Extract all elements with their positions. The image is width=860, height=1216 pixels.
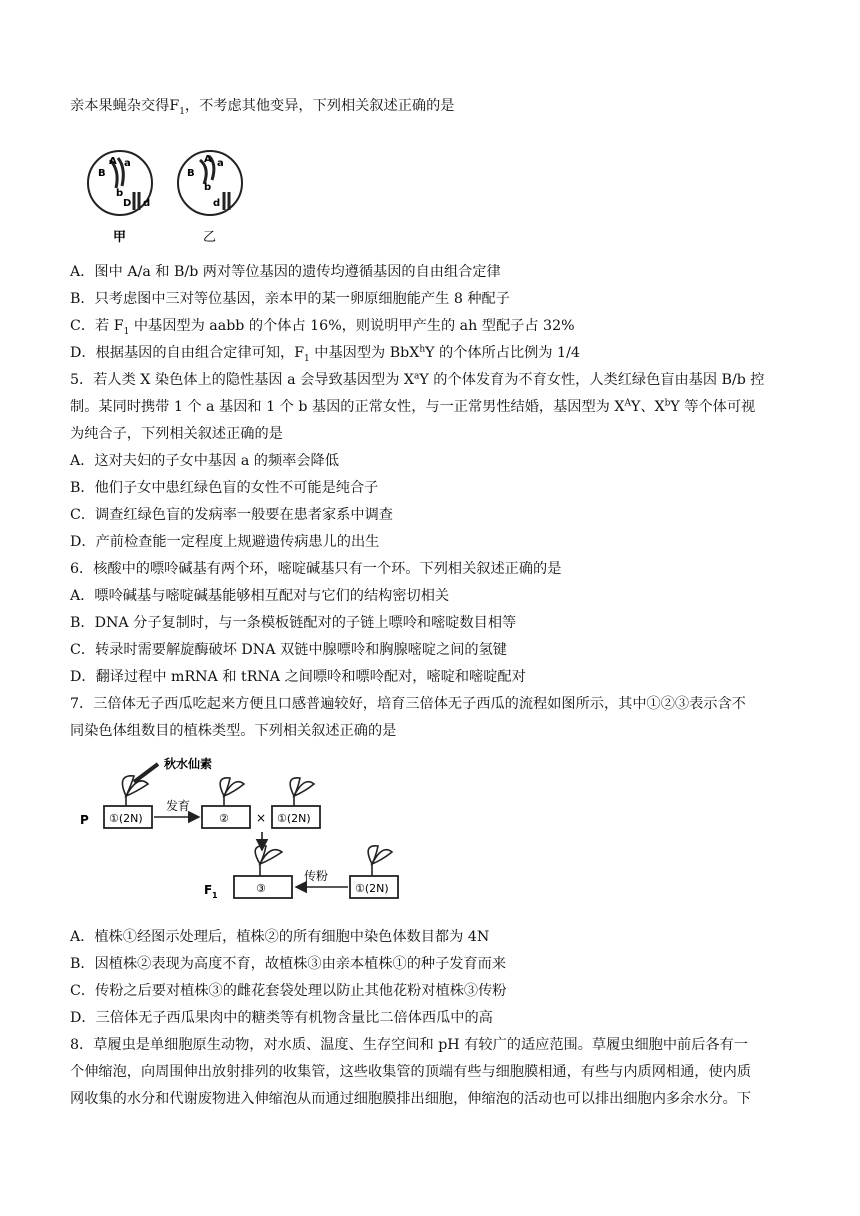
plant-1b-label: ①(2N) <box>277 812 311 825</box>
q6-option-d: D．翻译过程中 mRNA 和 tRNA 之间嘌呤和嘌呤配对，嘧啶和嘧啶配对 <box>70 669 526 685</box>
leaf-icon <box>255 846 282 864</box>
plant-2-label: ② <box>219 812 229 825</box>
pollinate-label: 传粉 <box>304 869 329 883</box>
text: Y 等个体可视 <box>670 399 756 415</box>
gene-label-b: b <box>116 188 124 199</box>
plant-1-label: ①(2N) <box>109 812 143 825</box>
breeding-flow-diagram <box>76 752 406 912</box>
cell-diagram <box>80 140 250 250</box>
cell-diagram-svg <box>80 140 250 250</box>
reagent-label: 秋水仙素 <box>164 757 213 771</box>
q6-option-b: B．DNA 分子复制时，与一条模板链配对的子链上嘌呤和嘧啶数目相等 <box>70 615 517 631</box>
q5-option-a: A．这对夫妇的子女中基因 a 的频率会降低 <box>70 453 339 469</box>
text: 制。某同时携带 1 个 a 基因和 1 个 b 基因的正常女性，与一正常男性结婚，基因型为 X <box>70 399 625 415</box>
superscript: h <box>419 344 426 355</box>
q6-option-c: C．转录时需要解旋酶破坏 DNA 双链中腺嘌呤和胸腺嘧啶之间的氢键 <box>70 642 507 658</box>
q6-stem: 6．核酸中的嘌呤碱基有两个环，嘧啶碱基只有一个环。下列相关叙述正确的是 <box>70 561 562 577</box>
gene-label-a: a <box>124 158 131 169</box>
q7-stem-1: 7．三倍体无子西瓜吃起来方便且口感普遍较好，培育三倍体无子西瓜的流程如图所示，其中①②③表示含不 <box>70 696 746 712</box>
gene-label-A: A <box>109 156 117 167</box>
text: C．若 F <box>70 318 124 334</box>
row-f1-label: F <box>204 883 213 897</box>
text: 5．若人类 X 染色体上的隐性基因 a 会导致基因型为 X <box>70 372 414 388</box>
gene-label-d: d <box>143 198 151 209</box>
develop-label: 发育 <box>166 799 191 813</box>
superscript: b <box>664 398 671 409</box>
breeding-flow-svg <box>76 752 406 912</box>
text: 中基因型为 aabb 的个体占 16%，则说明甲产生的 ah 型配子占 32% <box>129 318 575 334</box>
q4-stem-tail <box>70 96 455 116</box>
subscript: 1 <box>304 353 310 364</box>
text: 亲本果蝇杂交得 <box>70 98 170 114</box>
gene-label-d: d <box>213 198 221 209</box>
q8-stem-3: 网收集的水分和代谢废物进入伸缩泡从而通过细胞膜排出细胞，伸缩泡的活动也可以排出细胞内多余水分。下 <box>70 1091 752 1107</box>
plant-1c-label: ①(2N) <box>355 882 389 895</box>
q7-option-d: D．三倍体无子西瓜果肉中的糖类等有机物含量比二倍体西瓜中的高 <box>70 1010 493 1026</box>
q4-option-d <box>70 343 580 363</box>
gene-label-B: B <box>98 168 106 179</box>
q5-stem-1 <box>70 370 765 390</box>
leaf-icon <box>290 778 314 796</box>
gene-label-D: D <box>123 198 132 209</box>
gene-label-a: a <box>217 158 224 169</box>
text: Y 的个体所占比例为 1/4 <box>425 345 580 361</box>
cross-sign: × <box>256 811 267 825</box>
gene-label-A: A <box>204 154 212 165</box>
q7-option-b: B．因植株②表现为高度不育，故植株③由亲本植株①的种子发育而来 <box>70 956 507 972</box>
q7-option-a: A．植株①经图示处理后，植株②的所有细胞中染色体数目都为 4N <box>70 929 490 945</box>
superscript: A <box>624 398 631 409</box>
q6-option-a: A．嘌呤碱基与嘧啶碱基能够相互配对与它们的结构密切相关 <box>70 588 450 604</box>
leaf-icon <box>368 846 392 864</box>
cell-1-label: 甲 <box>113 230 127 245</box>
gene-label-b: b <box>204 182 212 193</box>
q5-option-c: C．调查红绿色盲的发病率一般要在患者家系中调查 <box>70 507 393 523</box>
text: ，不考虑其他变异，下列相关叙述正确的是 <box>184 98 455 114</box>
text: 中基因型为 BbX <box>309 345 420 361</box>
q8-stem-1: 8．草履虫是单细胞原生动物，对水质、温度、生存空间和 pH 有较广的适应范围。草履虫细胞中前后各有一 <box>70 1037 748 1053</box>
text: Y 的个体发育为不育女性，人类红绿色盲由基因 B/b 控 <box>419 372 765 388</box>
subscript: 1 <box>179 106 185 117</box>
dropper-icon <box>134 764 158 782</box>
superscript: a <box>414 371 420 382</box>
q5-stem-2 <box>70 397 755 417</box>
q5-option-b: B．他们子女中患红绿色盲的女性不可能是纯合子 <box>70 480 379 496</box>
row-p-label: P <box>80 813 89 827</box>
leaf-icon <box>220 778 244 796</box>
q7-option-c: C．传粉之后要对植株③的雌花套袋处理以防止其他花粉对植株③传粉 <box>70 983 507 999</box>
q8-stem-2: 个伸缩泡，向周围伸出放射排列的收集管，这些收集管的顶端有些与细胞膜相通，有些与内质网相通，使内质 <box>70 1064 752 1080</box>
row-f1-sub: 1 <box>212 891 218 900</box>
q4-option-b: B．只考虑图中三对等位基因，亲本甲的某一卵原细胞能产生 8 种配子 <box>70 291 510 307</box>
plant-3-label: ③ <box>256 882 266 895</box>
gene-label-B: B <box>187 168 195 179</box>
chromosome <box>118 158 123 186</box>
text: Y、X <box>630 399 665 415</box>
q4-option-c <box>70 316 575 336</box>
text: F <box>169 98 180 114</box>
cell-2-label: 乙 <box>203 230 217 245</box>
subscript: 1 <box>123 326 130 337</box>
q7-stem-2: 同染色体组数目的植株类型。下列相关叙述正确的是 <box>70 723 397 739</box>
q5-option-d: D．产前检查能一定程度上规避遗传病患儿的出生 <box>70 534 380 550</box>
q5-stem-3: 为纯合子，下列相关叙述正确的是 <box>70 426 283 442</box>
q4-option-a: A．图中 A/a 和 B/b 两对等位基因的遗传均遵循基因的自由组合定律 <box>70 264 501 280</box>
text: D．根据基因的自由组合定律可知，F <box>70 345 305 361</box>
